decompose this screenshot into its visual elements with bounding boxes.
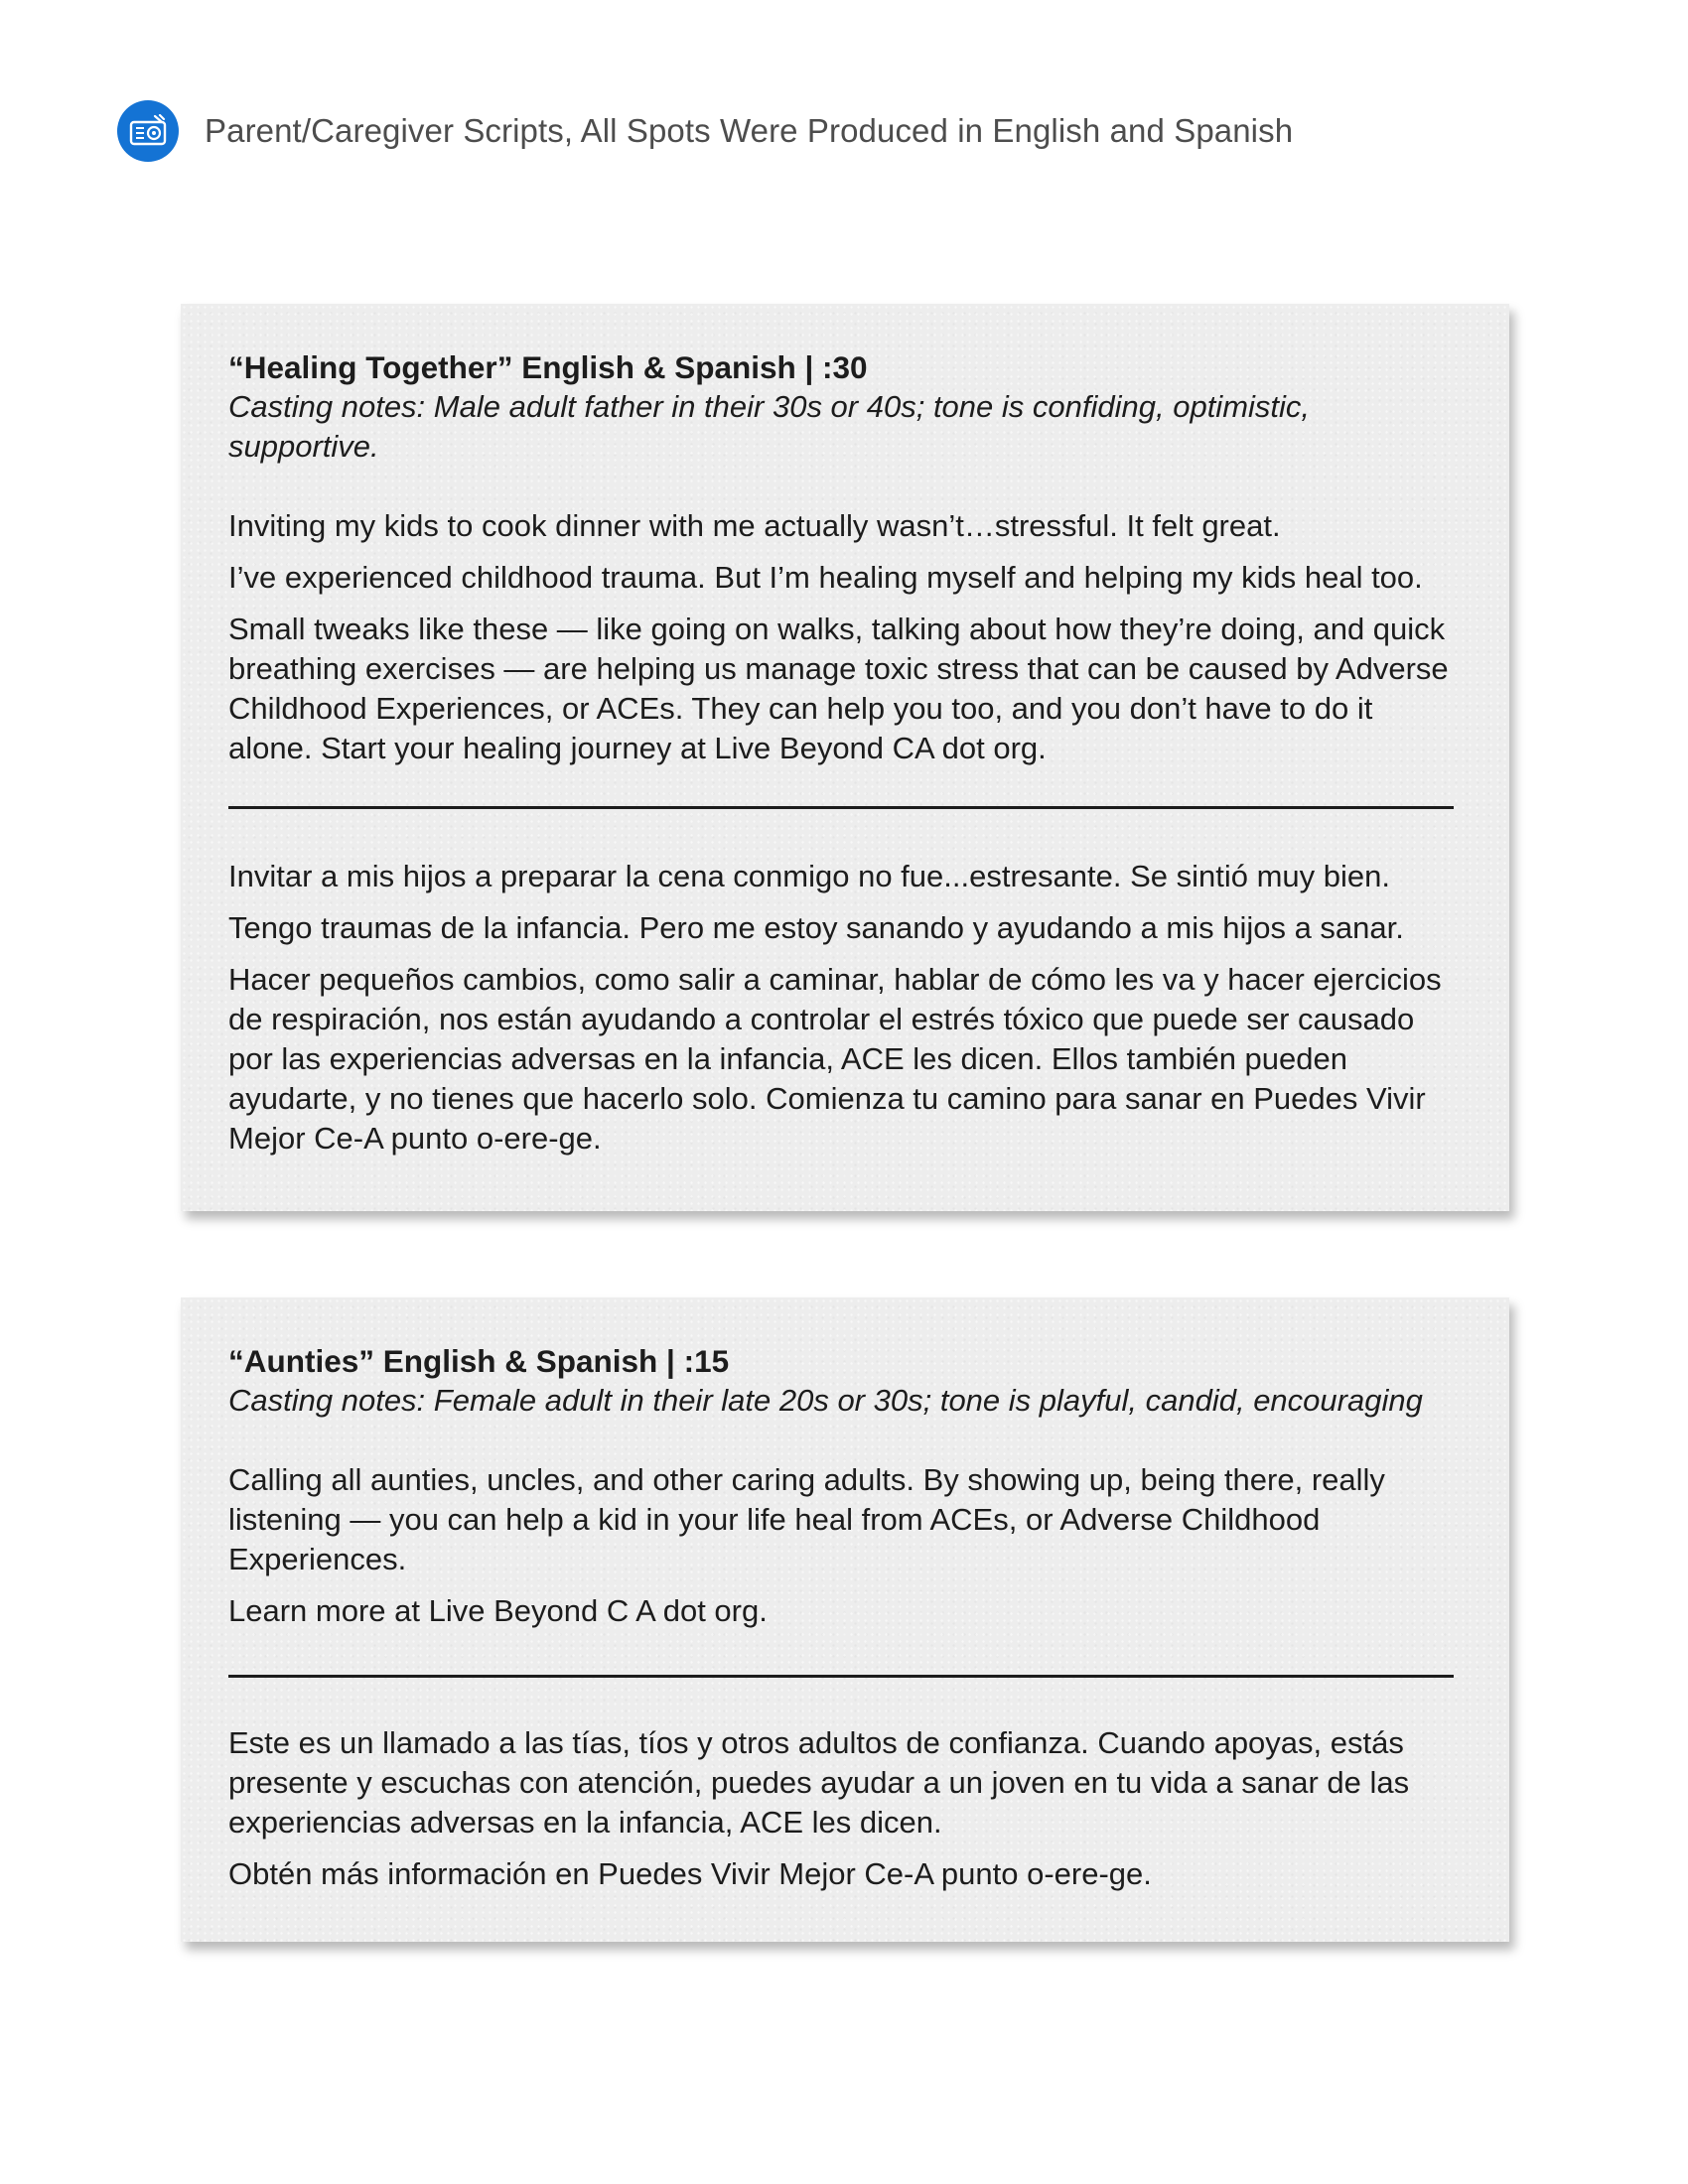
divider bbox=[228, 806, 1454, 809]
spot-title: “Healing Together” English & Spanish | :30 bbox=[228, 349, 868, 385]
script-paragraph: Hacer pequeños cambios, como salir a caminar, hablar de cómo les va y hacer ejercicios de respiración, nos están ayudando a controlar el estrés tóxico que puede ser causado por las experiencias adversas en la infancia, ACE les dicen. Ellos también pueden ayudarte, y no tienes que hacerlo solo. Comienza tu camino para sanar en Puedes Vivir Mejor Ce-A punto o-ere-ge. bbox=[228, 962, 1442, 1156]
script-paragraph: Inviting my kids to cook dinner with me actually wasn’t…stressful. It felt great. bbox=[228, 508, 1281, 543]
casting-notes: Casting notes: Female adult in their late 20s or 30s; tone is playful, candid, encouraging bbox=[228, 1383, 1423, 1418]
script-card-healing-together bbox=[181, 304, 1509, 1211]
spanish-script bbox=[228, 1723, 1464, 1894]
spot-title: “Aunties” English & Spanish | :15 bbox=[228, 1343, 730, 1379]
script-card-aunties bbox=[181, 1297, 1509, 1942]
casting-notes: Casting notes: Male adult father in their 30s or 40s; tone is confiding, optimistic, supportive. bbox=[228, 389, 1311, 464]
script-paragraph: Calling all aunties, uncles, and other caring adults. By showing up, being there, really listening — you can help a kid in your life heal from ACEs, or Adverse Childhood Experiences. bbox=[228, 1462, 1385, 1576]
script-paragraph: Tengo traumas de la infancia. Pero me estoy sanando y ayudando a mis hijos a sanar. bbox=[228, 910, 1404, 945]
page-header bbox=[117, 99, 1293, 163]
script-paragraph: Invitar a mis hijos a preparar la cena conmigo no fue...estresante. Se sintió muy bien. bbox=[228, 859, 1390, 893]
script-paragraph: Learn more at Live Beyond C A dot org. bbox=[228, 1593, 768, 1628]
divider bbox=[228, 1675, 1454, 1678]
script-paragraph: Small tweaks like these — like going on walks, talking about how they’re doing, and quick breathing exercises — are helping us manage toxic stress that can be caused by Adverse Childhood Experiences, or ACEs. They can help you too, and you don’t have to do it alone. Start your healing journey at Live Beyond CA dot org. bbox=[228, 612, 1449, 765]
spanish-script bbox=[228, 857, 1464, 1159]
radio-icon bbox=[117, 100, 179, 162]
script-paragraph: Obtén más información en Puedes Vivir Mejor Ce-A punto o-ere-ge. bbox=[228, 1856, 1152, 1891]
english-script bbox=[228, 1460, 1464, 1631]
script-paragraph: I’ve experienced childhood trauma. But I’m healing myself and helping my kids heal too. bbox=[228, 560, 1423, 595]
page-title: Parent/Caregiver Scripts, All Spots Were Produced in English and Spanish bbox=[205, 112, 1294, 149]
script-paragraph: Este es un llamado a las tías, tíos y otros adultos de confianza. Cuando apoyas, estás presente y escuchas con atención, puedes ayudar a un joven en tu vida a sanar de las experiencias adversas en la infancia, ACE les dicen. bbox=[228, 1725, 1410, 1840]
english-script bbox=[228, 506, 1464, 768]
